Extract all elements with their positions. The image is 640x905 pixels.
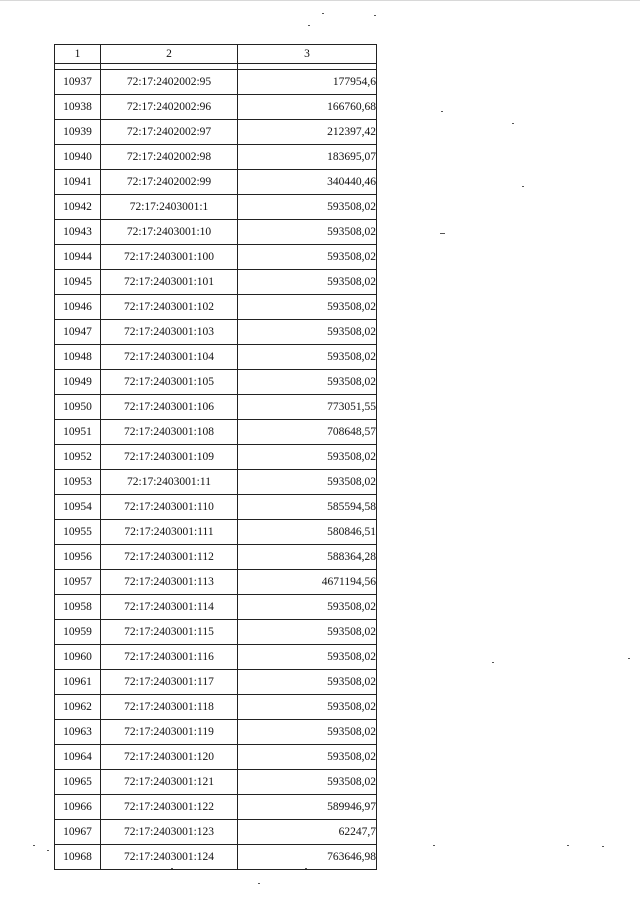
table-row: [55, 445, 377, 470]
row-number-cell: 10940: [55, 145, 101, 170]
row-number-cell: 10956: [55, 545, 101, 570]
scan-speck: [512, 123, 514, 124]
cadastral-value-cell: 773051,55: [238, 395, 377, 420]
cadastral-number-cell: 72:17:2403001:104: [101, 345, 238, 370]
cadastral-number-cell: 72:17:2403001:100: [101, 245, 238, 270]
cadastral-number-cell: 72:17:2403001:108: [101, 420, 238, 445]
cadastral-number-cell: 72:17:2402002:96: [101, 95, 238, 120]
scan-speck: [492, 662, 494, 663]
table-row: [55, 620, 377, 645]
table-row: [55, 595, 377, 620]
cadastral-number-cell: 72:17:2403001:103: [101, 320, 238, 345]
cadastral-number-cell: 72:17:2403001:122: [101, 795, 238, 820]
cadastral-value-cell: 585594,58: [238, 495, 377, 520]
cadastral-number-cell: 72:17:2403001:117: [101, 670, 238, 695]
row-number-cell: 10942: [55, 195, 101, 220]
column-number-header-row: [55, 45, 377, 64]
cadastral-number-cell: 72:17:2402002:97: [101, 120, 238, 145]
table-row: [55, 345, 377, 370]
table-row: [55, 120, 377, 145]
scan-speck: [374, 15, 376, 16]
table-row: [55, 395, 377, 420]
cadastral-value-cell: 593508,02: [238, 670, 377, 695]
cadastral-value-cell: 593508,02: [238, 295, 377, 320]
table-row: [55, 720, 377, 745]
cadastral-number-cell: 72:17:2403001:114: [101, 595, 238, 620]
table-row: [55, 745, 377, 770]
cadastral-value-cell: 593508,02: [238, 645, 377, 670]
table-row: [55, 820, 377, 845]
scan-speck: [433, 845, 435, 846]
cadastral-number-cell: 72:17:2403001:106: [101, 395, 238, 420]
table-row: [55, 645, 377, 670]
table-row: [55, 770, 377, 795]
table-row: [55, 170, 377, 195]
cadastral-value-table: [54, 44, 377, 870]
row-number-cell: 10948: [55, 345, 101, 370]
cadastral-value-cell: 62247,7: [238, 820, 377, 845]
table-row: [55, 195, 377, 220]
row-number-cell: 10959: [55, 620, 101, 645]
cadastral-number-cell: 72:17:2403001:123: [101, 820, 238, 845]
row-number-cell: 10960: [55, 645, 101, 670]
row-number-cell: 10941: [55, 170, 101, 195]
scan-speck: [305, 868, 307, 869]
cadastral-number-cell: 72:17:2403001:11: [101, 470, 238, 495]
row-number-cell: 10947: [55, 320, 101, 345]
cadastral-value-cell: 593508,02: [238, 620, 377, 645]
row-number-cell: 10952: [55, 445, 101, 470]
row-number-cell: 10951: [55, 420, 101, 445]
cadastral-value-cell: 593508,02: [238, 320, 377, 345]
row-number-cell: 10953: [55, 470, 101, 495]
column-header-3: 3: [238, 45, 377, 64]
table-row: [55, 370, 377, 395]
scan-edge: [0, 0, 640, 5]
cadastral-value-cell: 593508,02: [238, 445, 377, 470]
cadastral-number-cell: 72:17:2403001:113: [101, 570, 238, 595]
scan-speck: [171, 868, 173, 869]
table-row: [55, 70, 377, 95]
cadastral-number-cell: 72:17:2403001:116: [101, 645, 238, 670]
cadastral-number-cell: 72:17:2403001:1: [101, 195, 238, 220]
cadastral-number-cell: 72:17:2403001:119: [101, 720, 238, 745]
cadastral-number-cell: 72:17:2403001:10: [101, 220, 238, 245]
table-row: [55, 145, 377, 170]
table-row: [55, 270, 377, 295]
scan-speck: [33, 845, 35, 846]
row-number-cell: 10963: [55, 720, 101, 745]
row-number-cell: 10944: [55, 245, 101, 270]
table-row: [55, 570, 377, 595]
cadastral-value-cell: 177954,6: [238, 70, 377, 95]
row-number-cell: 10949: [55, 370, 101, 395]
row-number-cell: 10943: [55, 220, 101, 245]
table-row: [55, 795, 377, 820]
cadastral-value-cell: 183695,07: [238, 145, 377, 170]
table-row: [55, 470, 377, 495]
row-number-cell: 10955: [55, 520, 101, 545]
scan-speck: [258, 883, 260, 884]
scan-speck: [522, 186, 524, 187]
row-number-cell: 10967: [55, 820, 101, 845]
cadastral-number-cell: 72:17:2403001:111: [101, 520, 238, 545]
cadastral-value-cell: 593508,02: [238, 720, 377, 745]
row-number-cell: 10937: [55, 70, 101, 95]
cadastral-number-cell: 72:17:2402002:98: [101, 145, 238, 170]
cadastral-number-cell: 72:17:2403001:112: [101, 545, 238, 570]
cadastral-value-cell: 763646,98: [238, 845, 377, 870]
row-number-cell: 10958: [55, 595, 101, 620]
cadastral-value-cell: 593508,02: [238, 195, 377, 220]
cadastral-number-cell: 72:17:2402002:99: [101, 170, 238, 195]
row-number-cell: 10938: [55, 95, 101, 120]
row-number-cell: 10954: [55, 495, 101, 520]
cadastral-value-cell: 593508,02: [238, 470, 377, 495]
row-number-cell: 10962: [55, 695, 101, 720]
table-row: [55, 320, 377, 345]
cadastral-number-cell: 72:17:2403001:101: [101, 270, 238, 295]
cadastral-value-cell: 593508,02: [238, 370, 377, 395]
cadastral-value-cell: 580846,51: [238, 520, 377, 545]
row-number-cell: 10945: [55, 270, 101, 295]
table-row: [55, 520, 377, 545]
table-row: [55, 495, 377, 520]
table-row: [55, 545, 377, 570]
cadastral-number-cell: 72:17:2402002:95: [101, 70, 238, 95]
table-row: [55, 295, 377, 320]
table-row: [55, 845, 377, 870]
scan-speck: [308, 25, 310, 26]
cadastral-number-cell: 72:17:2403001:102: [101, 295, 238, 320]
row-number-cell: 10965: [55, 770, 101, 795]
cadastral-value-cell: 593508,02: [238, 595, 377, 620]
cadastral-value-cell: 593508,02: [238, 745, 377, 770]
row-number-cell: 10946: [55, 295, 101, 320]
column-header-2: 2: [101, 45, 238, 64]
table-row: [55, 220, 377, 245]
row-number-cell: 10968: [55, 845, 101, 870]
cadastral-number-cell: 72:17:2403001:105: [101, 370, 238, 395]
row-number-cell: 10957: [55, 570, 101, 595]
table-row: [55, 670, 377, 695]
scan-speck: [628, 658, 630, 659]
scan-speck: [441, 111, 443, 112]
table-row: [55, 420, 377, 445]
cadastral-number-cell: 72:17:2403001:110: [101, 495, 238, 520]
table-body: [55, 64, 377, 870]
cadastral-value-cell: 4671194,56: [238, 570, 377, 595]
scan-speck: [322, 13, 324, 14]
cadastral-number-cell: 72:17:2403001:118: [101, 695, 238, 720]
cadastral-value-cell: 166760,68: [238, 95, 377, 120]
row-number-cell: 10939: [55, 120, 101, 145]
cadastral-value-cell: 212397,42: [238, 120, 377, 145]
scan-speck: [440, 233, 445, 234]
cadastral-value-cell: 588364,28: [238, 545, 377, 570]
cadastral-value-cell: 340440,46: [238, 170, 377, 195]
scan-speck: [567, 845, 569, 846]
cadastral-value-cell: 593508,02: [238, 270, 377, 295]
row-number-cell: 10964: [55, 745, 101, 770]
scan-speck: [602, 846, 604, 847]
row-number-cell: 10961: [55, 670, 101, 695]
cadastral-number-cell: 72:17:2403001:124: [101, 845, 238, 870]
table-row: [55, 245, 377, 270]
cadastral-value-cell: 593508,02: [238, 245, 377, 270]
cadastral-value-cell: 593508,02: [238, 695, 377, 720]
cadastral-value-cell: 708648,57: [238, 420, 377, 445]
cadastral-value-cell: 593508,02: [238, 345, 377, 370]
cadastral-value-cell: 593508,02: [238, 220, 377, 245]
table-row: [55, 695, 377, 720]
row-number-cell: 10966: [55, 795, 101, 820]
cadastral-value-cell: 593508,02: [238, 770, 377, 795]
cadastral-value-cell: 589946,97: [238, 795, 377, 820]
row-number-cell: 10950: [55, 395, 101, 420]
cadastral-number-cell: 72:17:2403001:121: [101, 770, 238, 795]
cadastral-number-cell: 72:17:2403001:115: [101, 620, 238, 645]
scan-speck: [47, 850, 49, 851]
column-header-1: 1: [55, 45, 101, 64]
cadastral-number-cell: 72:17:2403001:120: [101, 745, 238, 770]
table-row: [55, 95, 377, 120]
cadastral-number-cell: 72:17:2403001:109: [101, 445, 238, 470]
